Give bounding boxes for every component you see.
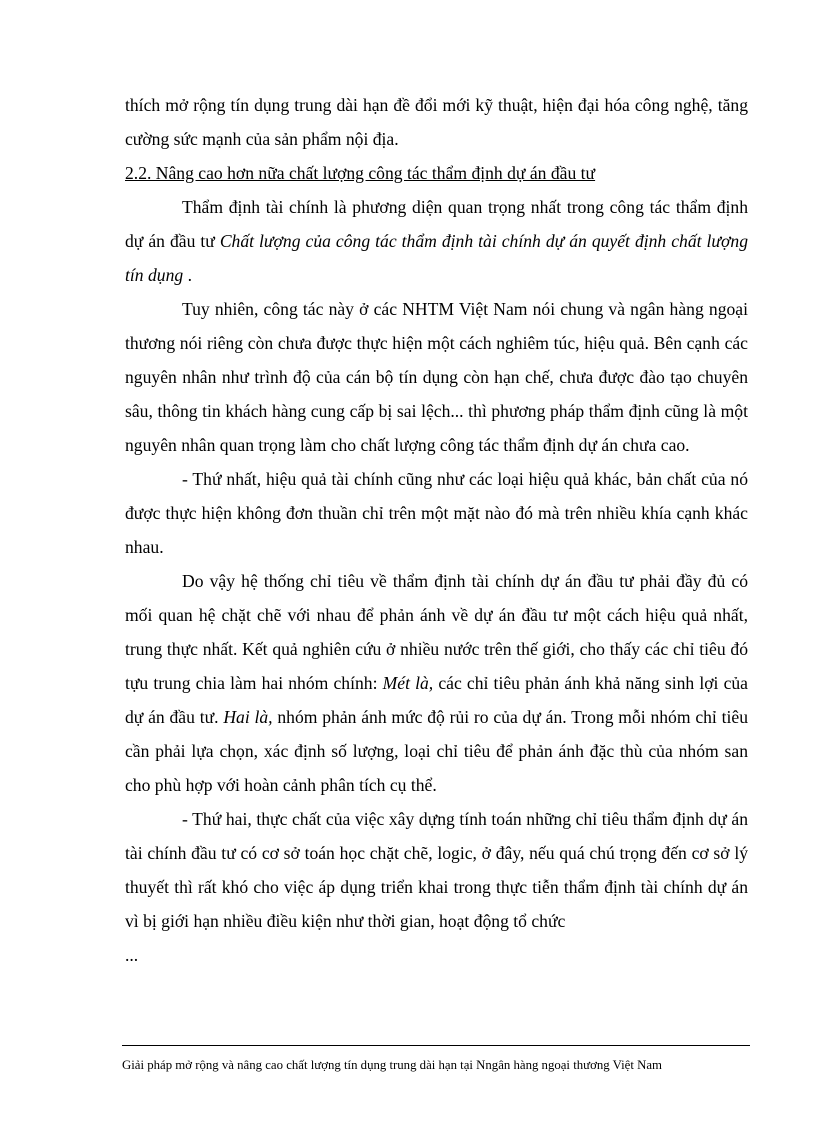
paragraph-text: . [183, 265, 192, 285]
paragraph-continuation [125, 88, 748, 156]
paragraph-text: Do vậy hệ thống chỉ tiêu về thẩm định tài chính dự án đầu tư phải đầy đủ có mối quan hệ chặt chẽ với nhau để phản ánh về dự án đầu tư một cách hiệu quả nhất, trung thực nhất. Kết quả nghiên cứu ở nhiều nước trên thế giới, cho thấy các chỉ tiêu đó tựu trung chia làm hai nhóm chính: [125, 571, 748, 693]
paragraph [125, 190, 748, 292]
italic-text: Chất lượng của công tác thẩm định tài chính dự án quyết định chất lượng tín dụng [125, 231, 749, 285]
footer-divider [122, 1045, 750, 1046]
paragraph: Tuy nhiên, công tác này ở các NHTM Việt Nam nói chung và ngân hàng ngoại thương nói riêng còn chưa được thực hiện một cách nghiêm túc, hiệu quả. Bên cạnh các nguyên nhân như trình độ của cán bộ tín dụng còn hạn chế, chưa được đào tạo chuyên sâu, thông tin khách hàng cung cấp bị sai lệch... thì phương pháp thẩm định cũng là một nguyên nhân quan trọng làm cho chất lượng công tác thẩm định dự án chưa cao. [125, 299, 748, 455]
page-footer: Giải pháp mở rộng và nâng cao chất lượng tín dụng trung dài hạn tại Nngân hàng ngoại thương Việt Nam [122, 1058, 662, 1072]
page-body [125, 88, 748, 972]
paragraph-text: nhóm phản ánh mức độ rủi ro của dự án. Trong mỗi nhóm chỉ tiêu cần phải lựa chọn, xác định số lượng, loại chỉ tiêu để phản ánh đặc thù của nhóm san cho phù hợp với hoàn cảnh phân tích cụ thể. [125, 707, 748, 795]
paragraph: - Thứ hai, thực chất của việc xây dựng tính toán những chỉ tiêu thẩm định dự án tài chính đầu tư có cơ sở toán học chặt chẽ, logic, ở đây, nếu quá chú trọng đến cơ sở lý thuyết thì rất khó cho việc áp dụng triển khai trong thực tiễn thẩm định tài chính dự án vì bị giới hạn nhiều điều kiện như thời gian, hoạt động tổ chức [125, 809, 748, 931]
paragraph-text: thích mở rộng tín dụng trung dài hạn đề đổi mới kỹ thuật, hiện đại hóa công nghệ, tăng cường sức mạnh của sản phẩm nội địa. [125, 95, 748, 149]
ellipsis-line: ... [125, 945, 139, 965]
italic-text: Mét là, [382, 673, 434, 693]
paragraph-text: các chỉ tiêu phản ánh khả năng sinh lợi của dự án đầu tư. [125, 673, 748, 727]
italic-text: Hai là, [223, 707, 273, 727]
paragraph: - Thứ nhất, hiệu quả tài chính cũng như các loại hiệu quả khác, bản chất của nó được thực hiện không đơn thuần chỉ trên một mặt nào đó mà trên nhiều khía cạnh khác nhau. [125, 469, 748, 557]
section-heading: 2.2. Nâng cao hơn nữa chất lượng công tác thẩm định dự án đầu tư [125, 163, 596, 183]
paragraph-text: Thẩm định tài chính là phương diện quan trọng nhất trong công tác thẩm định dự án đầu tư [125, 197, 748, 251]
paragraph [125, 564, 748, 802]
